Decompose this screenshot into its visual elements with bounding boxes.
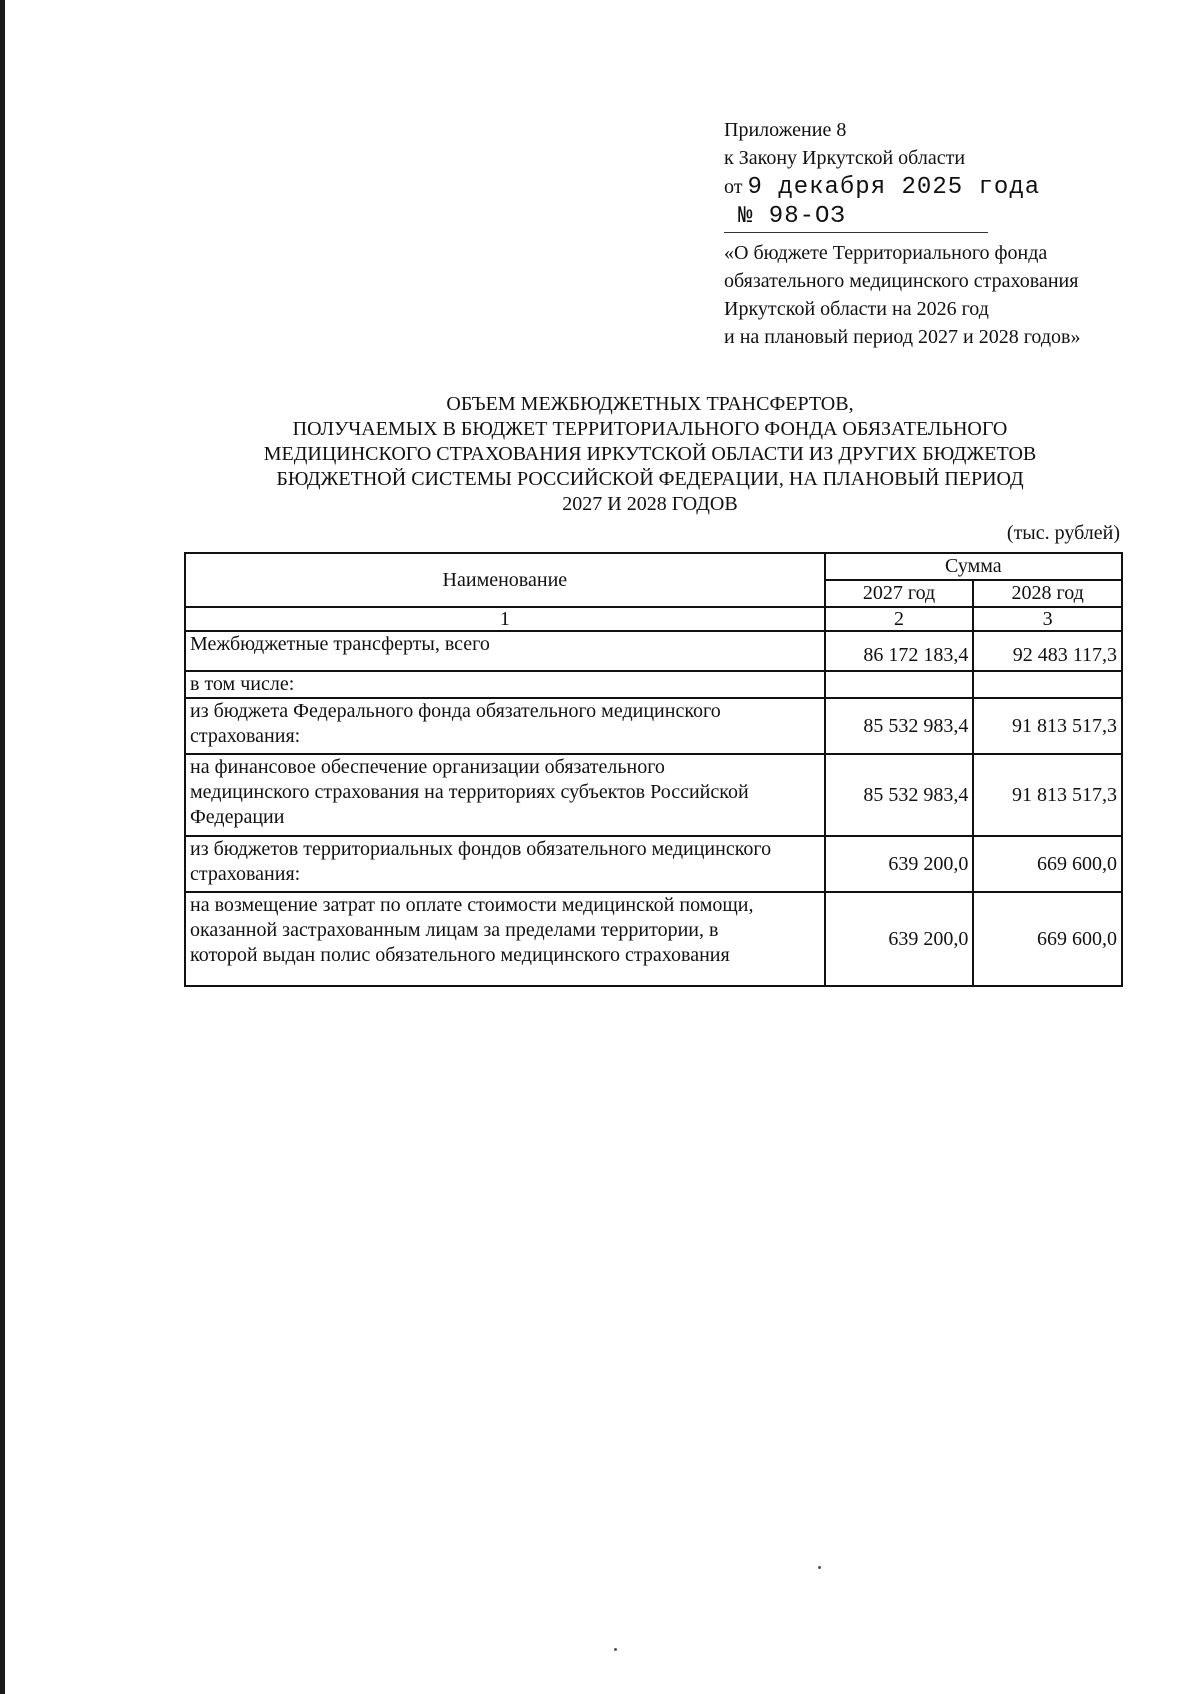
table-row	[185, 754, 1122, 836]
law-title-line: обязательного медицинского страхования	[724, 270, 1079, 292]
col-sum-header: Сумма	[825, 553, 1122, 580]
value-2028: 92 483 117,3	[973, 631, 1122, 671]
number-value: № 98-ОЗ	[738, 203, 846, 230]
row-name	[185, 671, 825, 698]
value-2028: 669 600,0	[973, 892, 1122, 986]
value-2027: 85 532 983,4	[825, 754, 974, 836]
title-line: 2027 И 2028 ГОДОВ	[562, 493, 738, 515]
value-2027: 639 200,0	[825, 836, 974, 892]
document-title	[180, 392, 1120, 517]
law-number	[724, 203, 1164, 230]
row-name-line: из бюджетов территориальных фондов обязательного медицинского	[190, 838, 772, 860]
title-line: ОБЪЕМ МЕЖБЮДЖЕТНЫХ ТРАНСФЕРТОВ,	[446, 393, 854, 415]
table-row	[185, 836, 1122, 892]
row-name-line: медицинского страхования на территориях субъектов Российской	[190, 781, 749, 803]
col-2028-header: 2028 год	[973, 580, 1122, 607]
col-name-header: Наименование	[185, 553, 825, 607]
scan-speck	[614, 1648, 617, 1651]
value-2028	[973, 671, 1122, 698]
title-line: ПОЛУЧАЕМЫХ В БЮДЖЕТ ТЕРРИТОРИАЛЬНОГО ФОНДА ОБЯЗАТЕЛЬНОГО	[292, 418, 1008, 440]
row-name-line: Межбюджетные трансферты, всего	[190, 633, 490, 655]
row-name-line: страхования:	[190, 725, 301, 747]
law-title-line: Иркутской области на 2026 год	[724, 298, 989, 320]
row-name-line: которой выдан полис обязательного медицинского страхования	[190, 944, 730, 966]
units-label: (тыс. рублей)	[1006, 522, 1120, 544]
col-2027-header: 2027 год	[825, 580, 974, 607]
row-name-line: из бюджета Федерального фонда обязательного медицинского	[190, 700, 721, 722]
value-2027: 86 172 183,4	[825, 631, 974, 671]
row-name	[185, 836, 825, 892]
row-name	[185, 754, 825, 836]
value-2028: 669 600,0	[973, 836, 1122, 892]
column-index: 3	[973, 607, 1122, 631]
date-value: 9 декабря 2025 года	[747, 174, 1041, 201]
law-reference: к Закону Иркутской области	[724, 147, 966, 169]
row-name	[185, 631, 825, 671]
table-row	[185, 631, 1122, 671]
title-line: БЮДЖЕТНОЙ СИСТЕМЫ РОССИЙСКОЙ ФЕДЕРАЦИИ, НА ПЛАНОВЫЙ ПЕРИОД	[276, 468, 1024, 490]
header-rule	[724, 232, 988, 233]
column-index-row	[185, 607, 1122, 631]
value-2028: 91 813 517,3	[973, 698, 1122, 754]
transfers-table	[184, 552, 1123, 987]
row-name-line: на финансовое обеспечение организации обязательного	[190, 756, 665, 778]
value-2027: 639 200,0	[825, 892, 974, 986]
date-prefix: от	[724, 176, 743, 198]
law-title-line: и на плановый период 2027 и 2028 годов»	[724, 326, 1081, 348]
appendix-label: Приложение 8	[724, 119, 847, 141]
table-row	[185, 892, 1122, 986]
table-header-row	[185, 553, 1122, 580]
row-name-line: страхования:	[190, 863, 301, 885]
table-row	[185, 671, 1122, 698]
value-2027	[825, 671, 974, 698]
row-name-line: Федерации	[190, 806, 285, 828]
value-2028: 91 813 517,3	[973, 754, 1122, 836]
value-2027: 85 532 983,4	[825, 698, 974, 754]
table-row	[185, 698, 1122, 754]
title-line: МЕДИЦИНСКОГО СТРАХОВАНИЯ ИРКУТСКОЙ ОБЛАСТИ ИЗ ДРУГИХ БЮДЖЕТОВ	[263, 443, 1037, 465]
column-index: 1	[185, 607, 825, 631]
row-name-line: оказанной застрахованным лицам за пределами территории, в	[190, 919, 719, 941]
law-date	[724, 172, 1164, 203]
column-index: 2	[825, 607, 974, 631]
row-name-line: в том числе:	[190, 673, 295, 695]
scan-speck	[818, 1566, 821, 1569]
row-name	[185, 892, 825, 986]
row-name-line: на возмещение затрат по оплате стоимости медицинской помощи,	[190, 894, 754, 916]
appendix-header	[724, 116, 1164, 351]
scan-edge	[0, 0, 5, 1694]
law-title-line: «О бюджете Территориального фонда	[724, 242, 1048, 264]
row-name	[185, 698, 825, 754]
